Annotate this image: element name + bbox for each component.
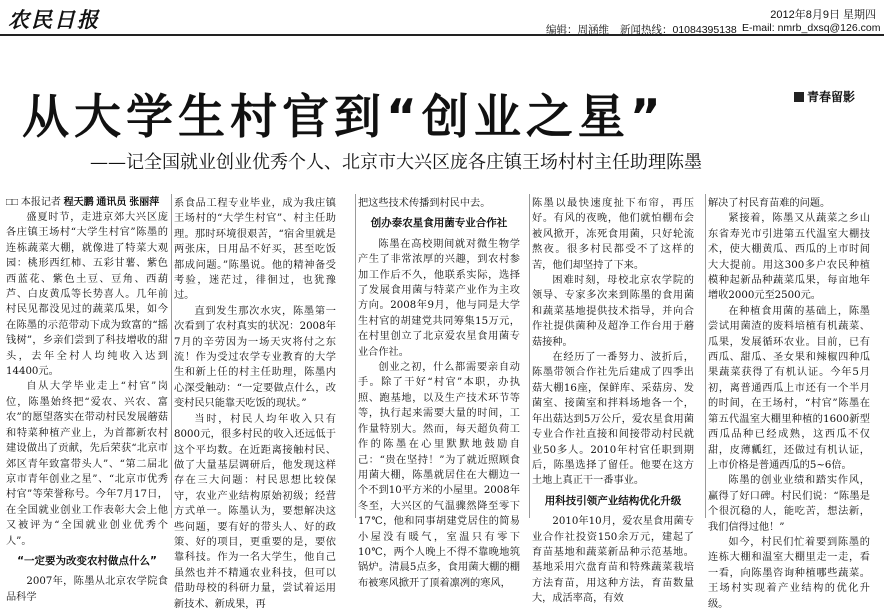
paragraph: 2007年，陈墨从北京农学院食品科学 (6, 576, 168, 603)
square-bullet-icon (794, 92, 804, 102)
article-column-4 (532, 196, 694, 605)
article-column-2 (174, 196, 336, 610)
byline (6, 193, 159, 208)
column-divider (171, 194, 172, 518)
paragraph: 自从大学毕业走上“村官”岗位，陈墨始终把“爱农、兴农、富农”的愿望落实在带动村民发展蘑菇和特菜种植产业上，为首都新农村建设做出了贡献，先后荣获“北京市郊区青年致富带头人”、“第二届北京市青年创业之星”、“北京市优秀村官”等荣誉称号。今年7月17日，在全国就业创业工作表彰大会上他又被评为“全国就业创业优秀个人”。 (6, 381, 168, 547)
paragraph: 把这些技术传播到村民中去。 (358, 198, 491, 209)
section-tag (794, 88, 855, 105)
paragraph: 陈墨在高校期间就对微生物学产生了非常浓厚的兴趣，到农村参加工作后不久，他联系实际，选择了发展食用菌与特菜产业作为主攻方向。2008年9月，他与同是大学生村官的胡建党共同筹集15万元，在村里创立了北京爱农星食用菌专业合作社。 (358, 238, 520, 358)
paragraph: 陈墨以最快速度扯下布帘，再压好。有风的夜晚，他们就怕棚布会被风掀开，冻死食用菌，只好轮流熬夜。很多村民都受不了这样的苦，他们却坚持了下来。 (532, 198, 694, 271)
section-heading: “一定要为改变农村做点什么” (17, 554, 157, 567)
paragraph: 直到发生那次水灾，陈墨第一次看到了农村真实的状况：2008年7月的辛劳因为一场天灾将付之东流！作为受过农学专业教育的大学生和新上任的村主任助理，陈墨内心深受触动：“一定要做点什么，改变村民只能靠天吃饭的现状。” (174, 305, 336, 410)
paragraph: 盛夏时节，走进京郊大兴区庞各庄镇王场村“大学生村官”陈墨的连栋蔬菜大棚，就像进了特菜大观园：桃形西红柿、五彩甘薯、紫色西蓝花、紫色土豆、豆角、西葫芦、白皮黄瓜等长势喜人。几年前村民见都没见过的蔬菜瓜果，如今在陈墨的示范带动下成为致富的“摇钱树”，乡亲们尝到了科技增收的甜头，去年全村人均纯收入达到14400元。 (6, 212, 168, 378)
section-heading: 用科技引领产业结构优化升级 (544, 494, 682, 507)
issue-date: 2012年8月9日 星期四 (770, 9, 876, 21)
article-column-3 (358, 196, 520, 589)
byline-prefix: □□ 本报记者 (6, 197, 61, 208)
paragraph: 创业之初，什么都需要亲自动手。除了干好“村官”本职，办执照、跑基地，以及生产技术环节等等，执行起来需要大量的时间，工作量特别大。然而，每天超负荷工作的陈墨在心里默默地鼓励自己：“贵在坚持！”为了就近照顾食用菌大棚，陈墨就居住在大棚边一个不到10平方米的小屋里。2008年冬至，大兴区的气温骤然降至零下17℃，他和同事胡建党居住的简易小屋没有暖气，室温只有零下10℃，两个人晚上不得不靠晚地筑锅炉。清晨5点多，食用菌大棚的棚布被寒风掀开了顶着凛冽的寒风， (358, 362, 520, 589)
section-tag-label: 青春留影 (807, 90, 856, 104)
paragraph: 解决了村民育苗难的问题。 (708, 198, 831, 209)
paragraph: 困难时刻，母校北京农学院的领导、专家多次来到陈墨的食用菌和蔬菜基地提供技术指导，并向合作社提供菌种及超净工作台用于蘑菇接种。 (532, 275, 694, 348)
paragraph: 在经历了一番努力、波折后，陈墨带领合作社先后建成了四季出菇大棚16座，保鲜库、采菇房、发菌室、接菌室和拌料场地各一个，年出菇达到5万公斤，爱农星食用菌专业合作社直接和间接带动村民就业50多人。2010年村官任职到期后，陈墨选择了留任。他要在这方土地上真正干一番事业。 (532, 352, 694, 487)
paragraph: 2010年10月，爱农星食用菌专业合作社投资150余万元，建起了育苗基地和蔬菜新品种示范基地。基地采用穴盘育苗和特殊蔬菜栽培方法育苗，用这种方法，育苗数量大，成活率高，有效 (532, 516, 694, 605)
editor-credit: 编辑：周涵维 (546, 24, 609, 36)
column-divider (355, 194, 356, 518)
column-divider (705, 194, 706, 518)
masthead (0, 0, 884, 36)
paragraph: 在种植食用菌的基础上，陈墨尝试用菌渣的废料培植有机蔬菜、瓜果，发展循环农业。目前，已有西瓜、甜瓜、圣女果和辣椒四种瓜果蔬菜获得了有机认证。今年5月初，离普通西瓜上市还有一个半月的时间，在王场村，“村官”陈墨在第五代温室大棚里种植的1600新型西瓜品种已经成熟，这西瓜不仅甜，皮薄瓤红，还做过有机认证，上市价格是普通西瓜的5~6倍。 (708, 305, 870, 471)
newspaper-name: 农民日报 (8, 7, 100, 32)
paragraph: 陈墨的创业业绩和踏实作风，赢得了好口碑。村民们说：“陈墨是个很沉稳的人，能吃苦，想法新，我们信得过他！” (708, 475, 870, 533)
email-contact: E-mail: nmrb_dxsq@126.com (742, 22, 881, 34)
paragraph: 当时，村民人均年收入只有8000元，很多村民的收入还远低于这个平均数。在近距离接触村民、做了大量基层调研后，他发现这样存在三大问题：村民思想比较保守，农业产业结构原始初级；经营方式单一。陈墨认为，要想解决这些问题，要有好的带头人、好的政策、好的项目，更重要的是，要依靠科技。作为一名大学生，他自己虽然也并不精通农业科技，但可以借助母校的科研力量，尝试着运用新技术、新成果，再 (174, 413, 336, 610)
paragraph: 紧接着，陈墨又从蔬菜之乡山东省寿光市引进第五代温室大棚技术，使大棚黄瓜、西瓜的上市时间大大提前。用这300多户农民种植模种起新品种蔬菜瓜果，每亩地年增收2000元至2500元。 (708, 213, 870, 302)
paragraph: 系食品工程专业毕业，成为我庄镇王场村的“大学生村官”、村主任助理。那时环境很艰苦，“宿舍里就是两张床，日用品不好买，甚至吃饭都成问题。”陈墨说。他的精神备受考验，迷茫过，徘徊过，也犹豫过。 (174, 198, 336, 302)
article-column-5 (708, 196, 870, 610)
byline-names: 程天鹏 通讯员 张丽萍 (63, 197, 160, 208)
article-headline: 从大学生村官到“创业之星” (22, 90, 666, 145)
column-divider (529, 194, 530, 518)
news-hotline: 新闻热线：01084395138 (620, 24, 737, 36)
article-subheadline: ——记全国就业创业优秀个人、北京市大兴区庞各庄镇王场村村主任助理陈墨 (90, 152, 702, 173)
paragraph: 如今，村民们忙着要到陈墨的连栋大棚和温室大棚里走一走，看一看，向陈墨咨询种植哪些蔬菜。王场村实现着产业结构的优化升级。 (708, 536, 870, 610)
section-heading: 创办泰农星食用菌专业合作社 (370, 217, 508, 230)
article-column-1 (6, 210, 168, 603)
